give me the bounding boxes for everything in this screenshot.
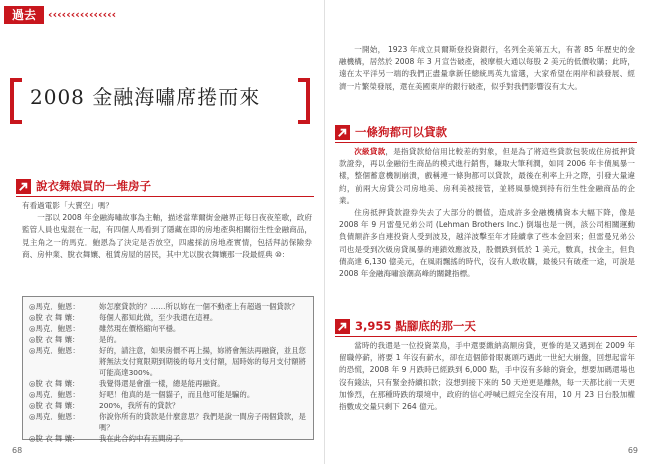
dialogue-speaker: ◎脫 衣 舞 孃：: [29, 379, 80, 388]
chevron-left-icon: ‹: [102, 8, 108, 21]
chevron-left-icon: ‹: [70, 8, 76, 21]
section-heading-text: 3,955 點腳底的那一天: [355, 319, 476, 333]
paragraph: 一部以 2008 年金融海嘯故事為主軸，描述當華爾街金融界正每日夜夜笙歌，政府監管人員也鬼混在一起，有四個人馬看到了隱藏在即的房地產與相關衍生性金融商品，見主角之一的馬克．鮑恩為了決定是否放空，四處採訪房地產實情，包括拜訪保險券商、房仲業、脫衣舞孃、租賃房屋的居民，其中尤以脫衣舞孃那一段最經典 ⑩：: [22, 213, 312, 259]
paragraph: [339, 146, 635, 207]
chevron-left-icon: ‹: [75, 8, 80, 21]
chevron-left-icon: ‹: [111, 8, 117, 21]
dialogue-row: [29, 378, 307, 389]
dialogue-speaker: ◎脫 衣 舞 孃：: [29, 401, 80, 410]
dialogue-row: [29, 323, 307, 334]
dialogue-row: [29, 400, 307, 411]
section1-body: [22, 200, 312, 261]
red-arrow-icon: [16, 179, 31, 194]
dialogue-row: [29, 312, 307, 323]
section-divider: [16, 196, 314, 197]
chevron-left-icon: ‹: [93, 8, 99, 21]
page-number: 68: [12, 446, 23, 455]
dialogue-text: 每個人都知此做，至少我還在這裡。: [99, 313, 218, 322]
paragraph: 住房抵押貸款證券失去了大部分的價值，造成許多金融機構資本大幅下降，像是 2008 年 9 月雷曼兄弟公司 (Lehman Brothers Inc.) 倒塌也是一例，該公司相關運動負債額許多自連投資人受到波及，越洋波擊至年才陸續拿了些本金回來；但雷曼兄弟公司也是受到次級房貸風暴的連鎖效應波及，股價跌到低於 1 美元，數真，找金主，但負債高達 6,130 億美元，在風雨飄搖的時代，沒有人敢收購，最後只有破產一途，可說是 2008 年金融海嘯浪潮高峰的關鍵指標。: [339, 208, 635, 279]
chapter-title: 2008 金融海嘯席捲而來: [30, 85, 261, 109]
dialogue-speaker: ◎馬克．鮑恩：: [29, 390, 80, 399]
bracket-right-icon: [298, 78, 310, 124]
dialogue-speaker: ◎馬克．鮑恩：: [29, 346, 80, 355]
chevron-left-icon: ‹: [66, 8, 71, 21]
dialogue-text: 好的，請注意，如果房價不再上揚，妳將會無法再融資，並且您將無法支付寬限期到期後的每月支付額，屆時妳的每月支付額將可能高達300%。: [99, 346, 306, 377]
bracket-left-icon: [10, 78, 22, 124]
section-heading-1: [16, 178, 151, 194]
section-label: 過去: [4, 6, 44, 24]
dialogue-speaker: ◎脫 衣 舞 孃：: [29, 313, 80, 322]
dialogue-text: 我在此合約中有五間房子。: [99, 434, 188, 443]
section-divider: [335, 336, 637, 337]
chevron-left-icon: ‹: [79, 8, 85, 21]
section3-body: [339, 340, 635, 413]
paragraph-text: ，是指貸款給信用比較差的對象，但是為了將這些貸款包裝成住房抵押貸款證券，再以金融衍生商品的模式進行銷售，賺取大筆利潤，如同 2006 年卡債風暴一樣，整個蓄意機制崩潰，戲稱連一條狗都可以貸款，最後在利率上升之際，引發大量違約，前兩大房貸公司房地美、房利美被接管，並將風暴燒到持有衍生性金融商品的企業。: [339, 147, 636, 205]
dialogue-speaker: ◎馬克．鮑恩：: [29, 324, 80, 333]
right-page: [325, 0, 650, 464]
dialogue-row: [29, 334, 307, 345]
section-heading-text: 說衣舞娘買的一堆房子: [36, 179, 151, 193]
chevron-left-icon: ‹: [107, 8, 112, 21]
chevron-left-icon: ‹: [57, 8, 62, 21]
intro-paragraph: 一開始， 1923 年成立貝爾斯登投資銀行，名列全美第五大，有著 85 年歷史的金融機構，居然於 2008 年 3 月宣告破產，被摩根大通以每股 2 美元的低價收購；此時，遠在太平洋另一端的我們正盡量拿新任總統馬英九當選，大家希望在兩岸和談發展、經濟一片繁榮發展，還在美國東岸的銀行破產，似乎對我們影響沒有太大。: [339, 45, 635, 91]
dialogue-text: 妳怎麼貸款的？……所以妳在一個不動產上有超過一個貸款？: [99, 302, 299, 311]
dialogue-text: 我覺得還是會漲一樣，總是能再融資。: [99, 379, 225, 388]
section-tab: [4, 6, 116, 24]
highlight-term: 次級貸款: [354, 147, 386, 156]
red-arrow-icon: [335, 125, 350, 140]
dialogue-speaker: ◎脫 衣 舞 孃：: [29, 335, 80, 344]
dialogue-row: [29, 389, 307, 400]
chapter-title-box: [10, 78, 310, 116]
dialogue-text: 是的。: [99, 335, 122, 344]
dialogue-text: 你說你所有的貸款是什麼意思？我們是說一間房子兩個貸款，是嗎？: [99, 412, 306, 432]
dialogue-speaker: ◎脫 衣 舞 孃：: [29, 434, 80, 443]
chevron-decoration: [48, 8, 116, 22]
chevron-left-icon: ‹: [98, 8, 103, 21]
paragraph: 當時的我還是一位投資菜鳥，手中還要繳納高額房貸，更慘的是又遇到在 2009 年留職停薪，將要 1 年沒有薪水，卻在這個節骨眼裏頭巧遇此一世紀大崩盤，回想起當年的恐慌，2008 年 9 月跌時已經跌到 6,000 點，手中沒有多餘的資金，想要加碼還場也沒有錢法，只有緊金持續扣款；沒想到接下來的 50 天逆更是離熱，每一天都比前一天更加慘烈，在那種時跌的環境中，政府的信心呼喊已經完全沒有用，10 月 23 日台股加權指數成交量只剩下 264 億元。: [339, 341, 635, 412]
dialogue-row: [29, 411, 307, 433]
section-heading-3: [335, 318, 476, 334]
dialogue-text: 雖然現在價格縮向平穩。: [99, 324, 181, 333]
paragraph: 有看過電影「大賣空」嗎？: [22, 201, 114, 210]
dialogue-speaker: ◎馬克．鮑恩：: [29, 302, 80, 311]
section-heading-text: 一條狗都可以貸款: [355, 125, 447, 139]
dialogue-row: [29, 433, 307, 444]
section2-body: [339, 146, 635, 280]
dialogue-speaker: ◎馬克．鮑恩：: [29, 412, 80, 421]
dialogue-text: 200%，我所有的貸款？: [99, 401, 180, 410]
chevron-left-icon: ‹: [88, 8, 94, 21]
chevron-left-icon: ‹: [61, 8, 67, 21]
dialogue-box: [22, 296, 314, 443]
chevron-left-icon: ‹: [84, 8, 89, 21]
section-heading-2: [335, 124, 447, 140]
chevron-left-icon: ‹: [48, 8, 53, 21]
page-number: 69: [627, 446, 638, 455]
section-divider: [335, 142, 637, 143]
red-arrow-icon: [335, 319, 350, 334]
dialogue-text: 好吧！他真的是一個貓子，而且他可能是騙的。: [99, 390, 255, 399]
dialogue-row: [29, 301, 307, 312]
dialogue-row: [29, 345, 307, 378]
chevron-left-icon: ‹: [52, 8, 58, 21]
